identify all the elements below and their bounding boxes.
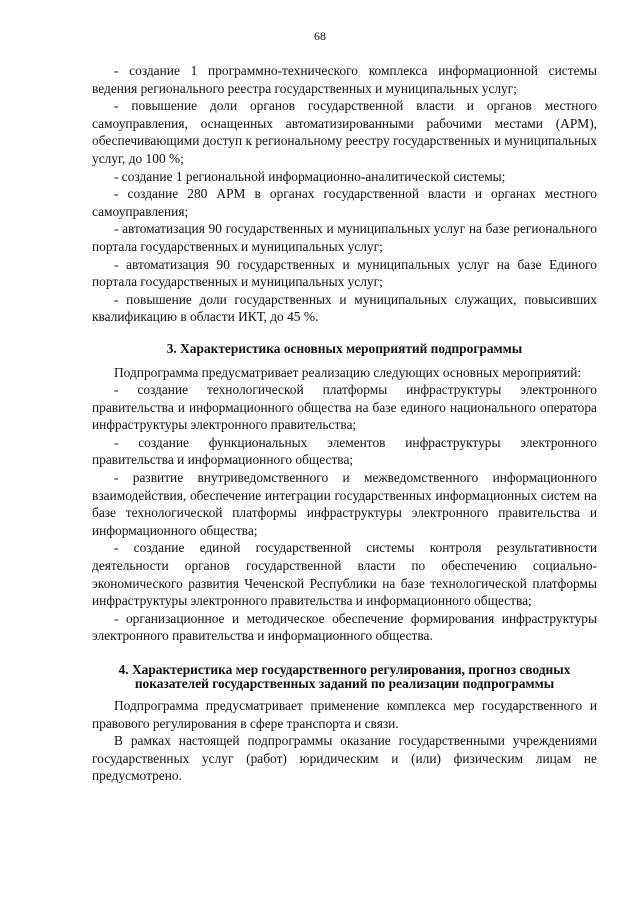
list-item: - создание функциональных элементов инфраструктуры электронного правительства и информационного общества; — [92, 434, 597, 468]
paragraph: В рамках настоящей подпрограммы оказание государственными учреждениями государственных услуг (работ) юридическим и (или) физическим лицам не предусмотрено. — [92, 733, 597, 784]
paragraph: Подпрограмма предусматривает применение комплекса мер государственного и правового регулирования в сфере транспорта и связи. — [92, 698, 597, 731]
section-3-body — [92, 364, 597, 646]
list-block-targets — [92, 62, 597, 326]
list-item: - создание технологической платформы инфраструктуры электронного правительства и информационного общества на базе единого национального оператора инфраструктуры электронного правительства; — [92, 382, 597, 433]
list-item: - развитие внутриведомственного и межведомственного информационного взаимодействия, обеспечение интеграции государственных информационных систем на базе технологической платформы инфраструктуры электронного правительства и информационного общества; — [92, 470, 597, 538]
section-4-heading: 4. Характеристика мер государственного регулирования, прогноз сводных показателей государственных заданий по реализации подпрограммы — [118, 662, 571, 691]
list-item: - создание единой государственной системы контроля результативности деятельности органов государственной власти по обеспечению социально-экономического развития Чеченской Республики на базе технологической платформы инфраструктуры электронного правительства и информационного общества; — [92, 540, 597, 609]
list-item: - создание 280 АРМ в органах государственной власти и органах местного самоуправления; — [92, 186, 597, 219]
list-item: - создание 1 региональной информационно-аналитической системы; — [114, 168, 506, 184]
list-item: - автоматизация 90 государственных и муниципальных услуг на базе регионального портала государственных и муниципальных услуг; — [92, 221, 597, 254]
page-number: 68 — [314, 29, 326, 43]
page-body — [92, 62, 597, 785]
list-item: - повышение доли государственных и муниципальных служащих, повысивших квалификацию в области ИКТ, до 45 %. — [92, 291, 597, 325]
list-item: - организационное и методическое обеспечение формирования инфраструктуры электронного правительства и информационного общества. — [92, 610, 597, 644]
list-item: - повышение доли органов государственной власти и органов местного самоуправления, оснащенных автоматизированными рабочими местами (АРМ), обеспечивающими доступ к региональному реестру государственных и муниципальных услуг, до 100 %; — [92, 98, 597, 166]
section-3-intro: Подпрограмма предусматривает реализацию следующих основных мероприятий: — [114, 364, 582, 380]
section-3-heading: 3. Характеристика основных мероприятий подпрограммы — [166, 340, 523, 356]
list-item: - создание 1 программно-технического комплекса информационной системы ведения регионального реестра государственных и муниципальных услуг; — [92, 63, 597, 96]
section-4-body — [92, 697, 597, 785]
list-item: - автоматизация 90 государственных и муниципальных услуг на базе Единого портала государственных и муниципальных услуг; — [92, 256, 597, 290]
